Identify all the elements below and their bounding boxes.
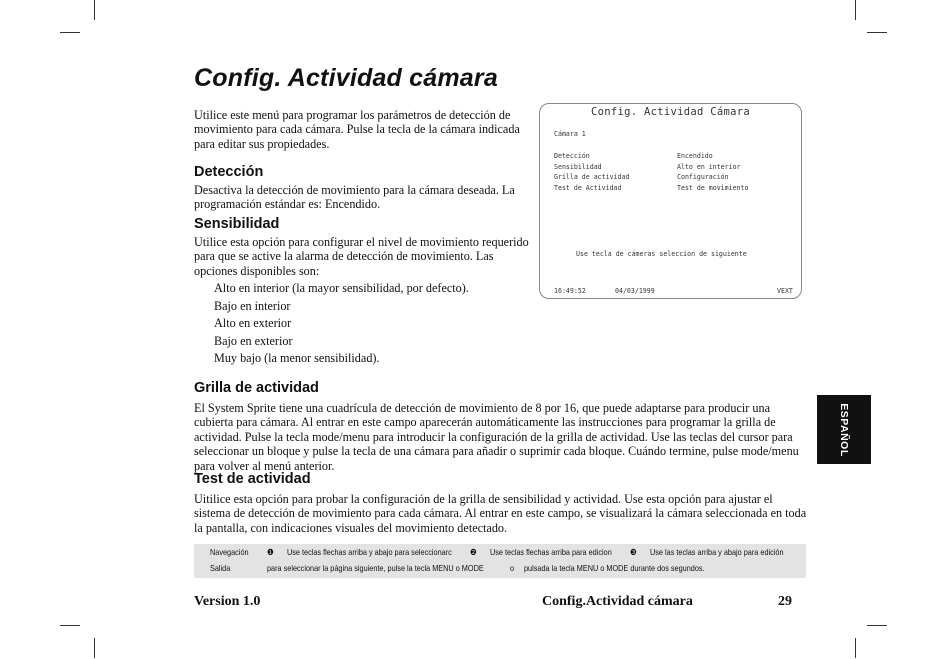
exit-instruction-2: pulsada la tecla MENU o MODE durante dos segundos. [524,563,705,573]
screen-row-value: Configuración [677,173,729,181]
screen-hint: Use tecla de cámeras seleccion de siguiente [576,250,747,258]
sensitivity-options-list [214,281,469,369]
screen-row-label: Sensibilidad [554,163,602,171]
bullet-one-icon: ❶ [267,547,274,557]
page-title: Config. Actividad cámara [194,64,498,92]
nav-instruction-3: Use las teclas arriba y abajo para edición [650,547,784,557]
screen-row-value: Test de movimiento [677,184,749,192]
nav-instruction-2: Use teclas flechas arriba para edicion [490,547,612,557]
section-text-sensibilidad: Utilice esta opción para configurar el nivel de movimiento requerido para que se active la alarma de detección de movimiento. Las opciones disponibles son: [194,235,529,278]
exit-instruction-1: para seleccionar la página siguiente, pulse la tecla MENU o MODE [267,563,484,573]
list-item: Alto en interior (la mayor sensibilidad, por defecto). [214,281,469,295]
screen-row-label: Grilla de actividad [554,173,630,181]
onscreen-menu-illustration [539,103,802,299]
section-heading-deteccion: Detección [194,164,264,180]
crop-mark [867,625,887,626]
exit-or: o [510,563,515,573]
navigation-help-bar [194,544,806,578]
nav-instruction-1: Use teclas flechas arriba y abajo para seleccionarc [287,547,452,557]
section-heading-sensibilidad: Sensibilidad [194,216,280,232]
page-number: 29 [778,594,792,609]
list-item: Alto en exterior [214,316,292,331]
exit-label: Salida [210,563,231,573]
screen-row-label: Detección [554,152,590,160]
screen-time: 16:49:52 [554,287,586,295]
footer-section-title: Config.Actividad cámara [542,594,693,609]
screen-code: VEXT [777,287,793,295]
crop-mark [60,625,80,626]
bullet-three-icon: ❸ [630,547,637,557]
section-heading-grilla: Grilla de actividad [194,380,319,396]
screen-row-value: Alto en interior [677,163,741,171]
nav-label: Navegación [210,547,249,557]
section-text-test: Uitilice esta opción para probar la configuración de la grilla de sensibilidad y actividad. Use esta opción para ajustar el sistema de detección de movimiento para cada cámara. Al entrar en este campo, se visualizará la cámara seleccionada en toda la pantalla, con indicaciones visuales del movimiento detectado. [194,492,807,535]
crop-mark [60,32,80,33]
list-item: Bajo en exterior [214,333,293,348]
screen-title: Config. Actividad Cámara [591,106,750,118]
list-item: Muy bajo (la menor sensibilidad). [214,351,380,366]
language-tab [817,395,871,464]
screen-camera-label: Cámara 1 [554,130,586,138]
crop-mark [94,0,95,20]
section-text-deteccion: Desactiva la detección de movimiento para la cámara deseada. La programación estándar es: Encendido. [194,183,515,212]
intro-paragraph: Utilice este menú para programar los parámetros de detección de movimiento para cada cámara. Pulse la tecla de la cámara indicada para editar sus propiedades. [194,108,520,151]
bullet-two-icon: ❷ [470,547,477,557]
screen-row-label: Test de Actividad [554,184,622,192]
list-item: Bajo en interior [214,298,291,313]
crop-mark [855,638,856,658]
crop-mark [855,0,856,20]
crop-mark [867,32,887,33]
crop-mark [94,638,95,658]
language-tab-label: ESPAÑOL [838,402,850,457]
screen-date: 04/03/1999 [615,287,655,295]
screen-row-value: Encendido [677,152,713,160]
section-text-grilla: El System Sprite tiene una cuadrícula de detección de movimiento de 8 por 16, que puede adaptarse para producir una cubierta para cámara. Al entrar en este campo aparecerán automáticamente las instrucciones para programar la grilla de actividad. Pulse la tecla mode/menu para introducir la configuración de la grilla de actividad. Use las teclas del cursor para seleccionar un bloque y pulse la tecla de una cámara para añadir o suprimir cada bloque. Cuándo termine, pulse mode/menu para volver al menú anterior. [194,401,799,473]
footer-version: Version 1.0 [194,594,261,609]
section-heading-test: Test de actividad [194,471,311,487]
